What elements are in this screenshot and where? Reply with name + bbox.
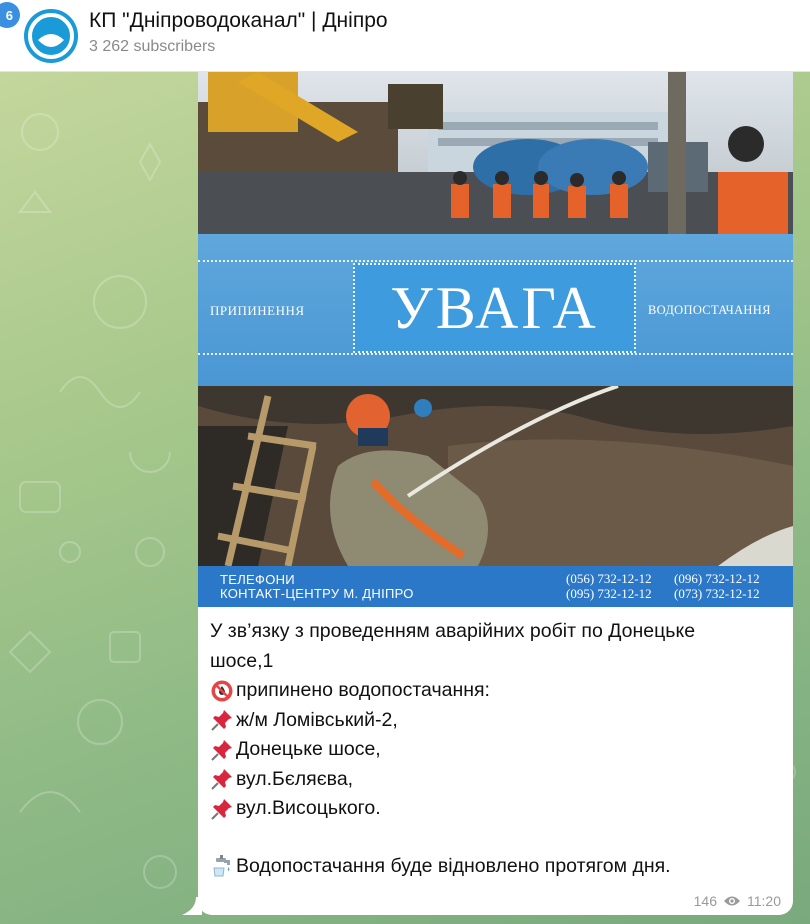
list-item-text: вул.Бєляєва, [236, 767, 354, 790]
channel-avatar[interactable] [24, 9, 78, 63]
list-item-text: Донецьке шосе, [236, 738, 381, 760]
banner-divider-top [198, 260, 793, 262]
banner-center-box [353, 263, 636, 353]
message-text [210, 617, 785, 881]
phone-number: (095) 732-12-12 [566, 586, 652, 601]
blank-line [210, 824, 785, 852]
phone-number: (056) 732-12-12 [566, 571, 652, 586]
list-item [210, 794, 785, 824]
banner-title: УВАГА [390, 274, 599, 341]
message-photo[interactable] [198, 72, 793, 607]
message-intro-line: шосе,1 [210, 649, 274, 672]
pushpin-icon [210, 708, 234, 732]
subscriber-count: 3 262 subscribers [89, 38, 216, 55]
channel-title[interactable]: КП "Дніпроводоканал" | Дніпро [89, 9, 388, 32]
unread-badge[interactable]: 6 [0, 2, 20, 28]
message-time: 11:20 [747, 893, 781, 909]
contact-footer [198, 566, 793, 607]
pushpin-icon [210, 767, 234, 791]
status-line [210, 676, 785, 706]
water-tap-icon [210, 854, 234, 878]
pushpin-icon [210, 738, 234, 762]
list-item-text: ж/м Ломівський-2, [236, 708, 398, 731]
banner-divider-bottom [198, 353, 793, 355]
alert-banner [198, 234, 793, 386]
phone-number: (096) 732-12-12 [674, 571, 760, 586]
list-item-text: вул.Висоцького. [236, 797, 381, 819]
restore-line [210, 852, 785, 882]
restore-text: Водопостачання буде відновлено протягом дня. [236, 854, 671, 877]
banner-right-text: ВОДОПОСТАЧАННЯ [648, 303, 771, 317]
list-item [210, 765, 785, 795]
channel-header [0, 0, 810, 72]
view-count: 146 [693, 893, 717, 909]
list-item [210, 735, 785, 765]
footer-title-line1: ТЕЛЕФОНИ [220, 572, 295, 587]
eye-icon [723, 895, 741, 907]
phone-number: (073) 732-12-12 [674, 586, 760, 601]
footer-title-line2: КОНТАКТ-ЦЕНТРУ М. ДНІПРО [220, 586, 414, 601]
message-bubble [198, 72, 793, 915]
pushpin-icon [210, 797, 234, 821]
photo-workers-at-truck [198, 72, 793, 234]
photo-worker-in-trench [198, 386, 793, 566]
list-item [210, 706, 785, 736]
message-intro-line: У зв’язку з проведенням аварійних робіт по Донецьке [210, 620, 696, 642]
status-text: припинено водопостачання: [236, 679, 490, 701]
message-meta [694, 893, 781, 909]
no-water-icon [210, 679, 234, 703]
banner-left-text: ПРИПИНЕННЯ [210, 303, 305, 318]
